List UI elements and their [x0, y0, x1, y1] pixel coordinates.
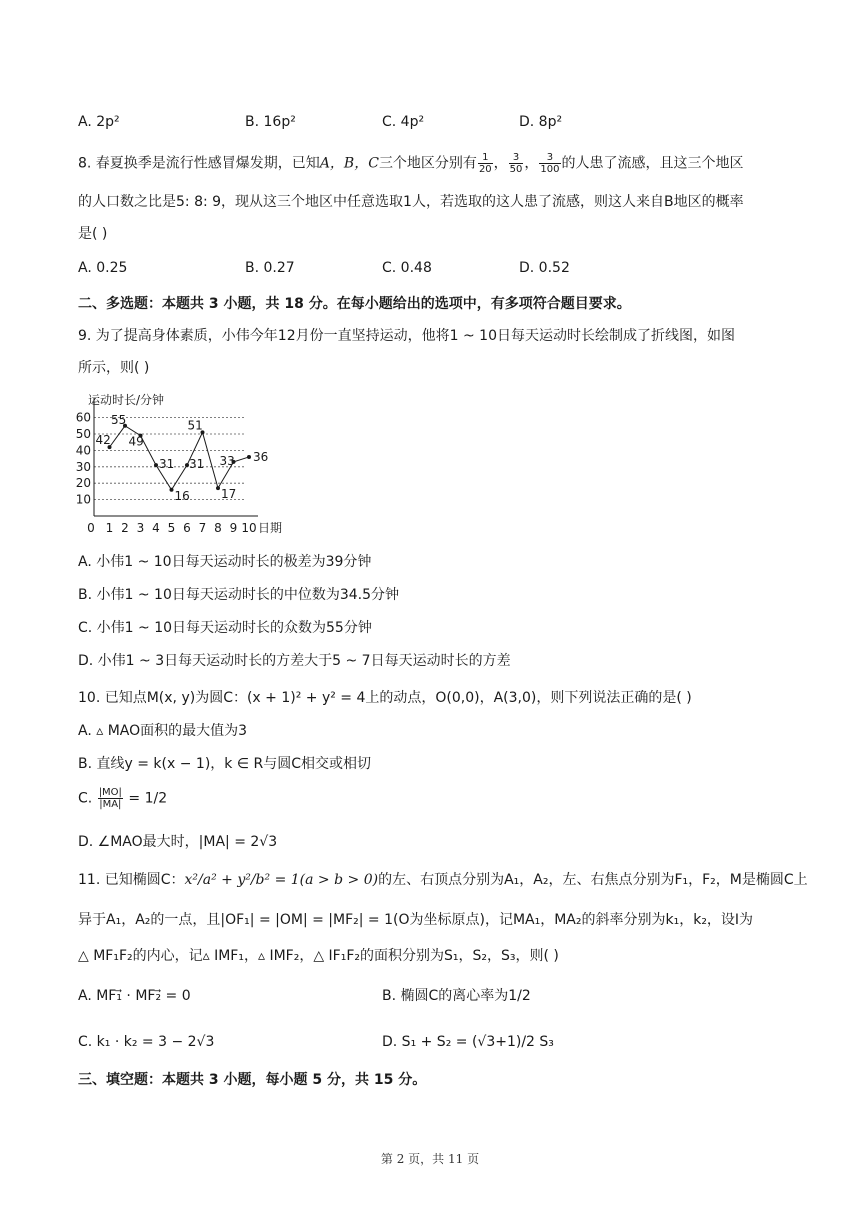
q10-option-d: D. ∠MAO最大时，|MA| = 2√3 — [78, 834, 278, 850]
q8-fraction-b: $\frac{3}{50}$ — [509, 152, 523, 175]
chart-x-tick-label: 8 — [214, 521, 222, 535]
chart-x-tick-label: 6 — [183, 521, 191, 535]
chart-y-tick-label: 50 — [75, 427, 91, 441]
q10-fraction-mo-ma: $\frac{|MO|}{|MA|}$ — [98, 787, 122, 810]
q8-fraction-c: $\frac{3}{100}$ — [540, 152, 560, 175]
chart-x-tick-label: 2 — [121, 521, 129, 535]
chart-x-tick-label: 5 — [167, 521, 176, 535]
chart-data-label: 31 — [159, 457, 175, 472]
chart-x-axis-label: 日期 — [258, 521, 283, 535]
q9-stem-line2: 所示，则( ) — [78, 360, 150, 376]
q11-stem-line2: 异于A₁，A₂的一点，且|OF₁| = |OM| = |MF₂| = 1(O为坐标原点)，记MA₁，MA₂的斜率分别为k₁，k₂，设I为 — [78, 912, 754, 928]
q11-stem-line3: △ MF₁F₂的内心，记▵ IMF₁，▵ IMF₂，△ IF₁F₂的面积分别为S₁，S₂，S₃，则( ) — [78, 948, 559, 964]
chart-y-axis-label: 运动时长/分钟 — [88, 393, 165, 407]
q9-line-chart — [75, 390, 298, 538]
chart-x-ticks — [87, 521, 256, 535]
q9-option-d: D. 小伟1 ~ 3日每天运动时长的方差大于5 ~ 7日每天运动时长的方差 — [78, 653, 511, 669]
chart-data-label: 55 — [111, 412, 127, 427]
q11-option-c: C. k₁ · k₂ = 3 − 2√3 — [78, 1034, 215, 1050]
chart-y-tick-label: 30 — [75, 459, 91, 474]
q8-text-post: 的人患了流感，且这三个地区 — [561, 155, 744, 172]
q8-text-mid: 三个地区分别有 — [378, 155, 477, 172]
section-2-heading: 二、多选题：本题共 3 小题，共 18 分。在每小题给出的选项中，有多项符合题目要求。 — [78, 296, 631, 312]
q10-stem: 10. 已知点M(x, y)为圆C：(x + 1)² + y² = 4上的动点，O(0,0)，A(3,0)，则下列说法正确的是( ) — [78, 690, 692, 706]
q7-option-a: A. 2p² — [78, 114, 120, 130]
chart-data-label: 36 — [253, 449, 269, 464]
q10-option-c: C. $\frac{|MO|}{|MA|}$ = 1/2 — [78, 787, 168, 810]
chart-data-label: 33 — [219, 453, 235, 468]
q9-option-b: B. 小伟1 ~ 10日每天运动时长的中位数为34.5分钟 — [78, 587, 400, 603]
q7-option-d: D. 8p² — [519, 114, 563, 130]
q7-option-b: B. 16p² — [245, 114, 296, 130]
chart-data-label: 31 — [189, 457, 205, 472]
q8-stem-line2: 的人口数之比是5: 8: 9，现从这三个地区中任意选取1人，若选取的这人患了流感，则这人来自B地区的概率 — [78, 194, 744, 210]
q8-option-b: B. 0.27 — [245, 260, 295, 276]
chart-point — [247, 455, 251, 459]
q7-option-c: C. 4p² — [382, 114, 425, 130]
chart-y-tick-label: 60 — [75, 410, 91, 425]
q8-stem-line1: 8. 春夏换季是流行性感冒爆发期，已知A，B，C三个地区分别有 $\frac{1}{20}$ ， $\frac{3}{50}$ ， $\frac{3}{100}$ 的人患了流感，且这三个地区 — [78, 152, 744, 175]
q8-regions: A，B，C — [319, 155, 379, 172]
q11-stem-line1: 11. 已知椭圆C：x²/a² + y²/b² = 1(a > b > 0)的左、右顶点分别为A₁，A₂，左、右焦点分别为F₁，F₂，M是椭圆C上 — [78, 872, 808, 888]
q9-stem-line1: 9. 为了提高身体素质，小伟今年12月份一直坚持运动，他将1 ~ 10日每天运动时长绘制成了折线图，如图 — [78, 328, 735, 344]
q8-option-d: D. 0.52 — [519, 260, 570, 276]
q8-option-c: C. 0.48 — [382, 260, 432, 276]
chart-data-labels — [96, 413, 269, 503]
q11-ellipse-equation: x²/a² + y²/b² = 1(a > b > 0) — [184, 872, 379, 888]
chart-x-tick-label: 7 — [198, 521, 207, 535]
q11-option-b: B. 椭圆C的离心率为1/2 — [382, 988, 531, 1004]
section-3-heading: 三、填空题：本题共 3 小题，每小题 5 分，共 15 分。 — [78, 1072, 427, 1088]
chart-x-tick-label: 3 — [136, 521, 145, 535]
q10-option-a: A. ▵ MAO面积的最大值为3 — [78, 723, 248, 739]
chart-y-tick-label: 40 — [75, 443, 91, 458]
q9-option-a: A. 小伟1 ~ 10日每天运动时长的极差为39分钟 — [78, 554, 372, 570]
chart-point — [154, 463, 158, 467]
q9-option-c: C. 小伟1 ~ 10日每天运动时长的众数为55分钟 — [78, 620, 372, 636]
q11-option-d: D. S₁ + S₂ = (√3+1)/2 S₃ — [382, 1034, 554, 1050]
chart-point — [216, 486, 220, 490]
chart-y-tick-label: 20 — [75, 476, 91, 491]
chart-x-tick-label: 9 — [229, 521, 238, 535]
chart-point — [170, 488, 174, 492]
chart-data-label: 49 — [128, 434, 144, 449]
chart-data-label: 42 — [95, 433, 111, 448]
chart-data-label: 17 — [221, 487, 237, 502]
chart-x-tick-label: 0 — [87, 521, 95, 535]
page-footer: 第 2 页，共 11 页 — [380, 1152, 480, 1166]
q8-fraction-a: $\frac{1}{20}$ — [478, 152, 492, 175]
chart-x-tick-label: 4 — [152, 521, 160, 535]
q10-option-b: B. 直线y = k(x − 1)，k ∈ R与圆C相交或相切 — [78, 756, 371, 772]
chart-x-tick-label: 10 — [241, 521, 257, 535]
q8-stem-line3: 是( ) — [78, 226, 108, 242]
chart-data-label: 51 — [187, 418, 203, 433]
q8-text-pre: 8. 春夏换季是流行性感冒爆发期，已知 — [78, 155, 320, 172]
q8-option-a: A. 0.25 — [78, 260, 128, 276]
chart-x-tick-label: 1 — [105, 521, 114, 535]
q11-option-a: A. MF₁⃗ · MF₂⃗ = 0 — [78, 988, 191, 1004]
chart-y-tick-label: 10 — [75, 492, 91, 507]
chart-data-label: 16 — [174, 488, 190, 503]
chart-y-ticks — [76, 411, 91, 507]
